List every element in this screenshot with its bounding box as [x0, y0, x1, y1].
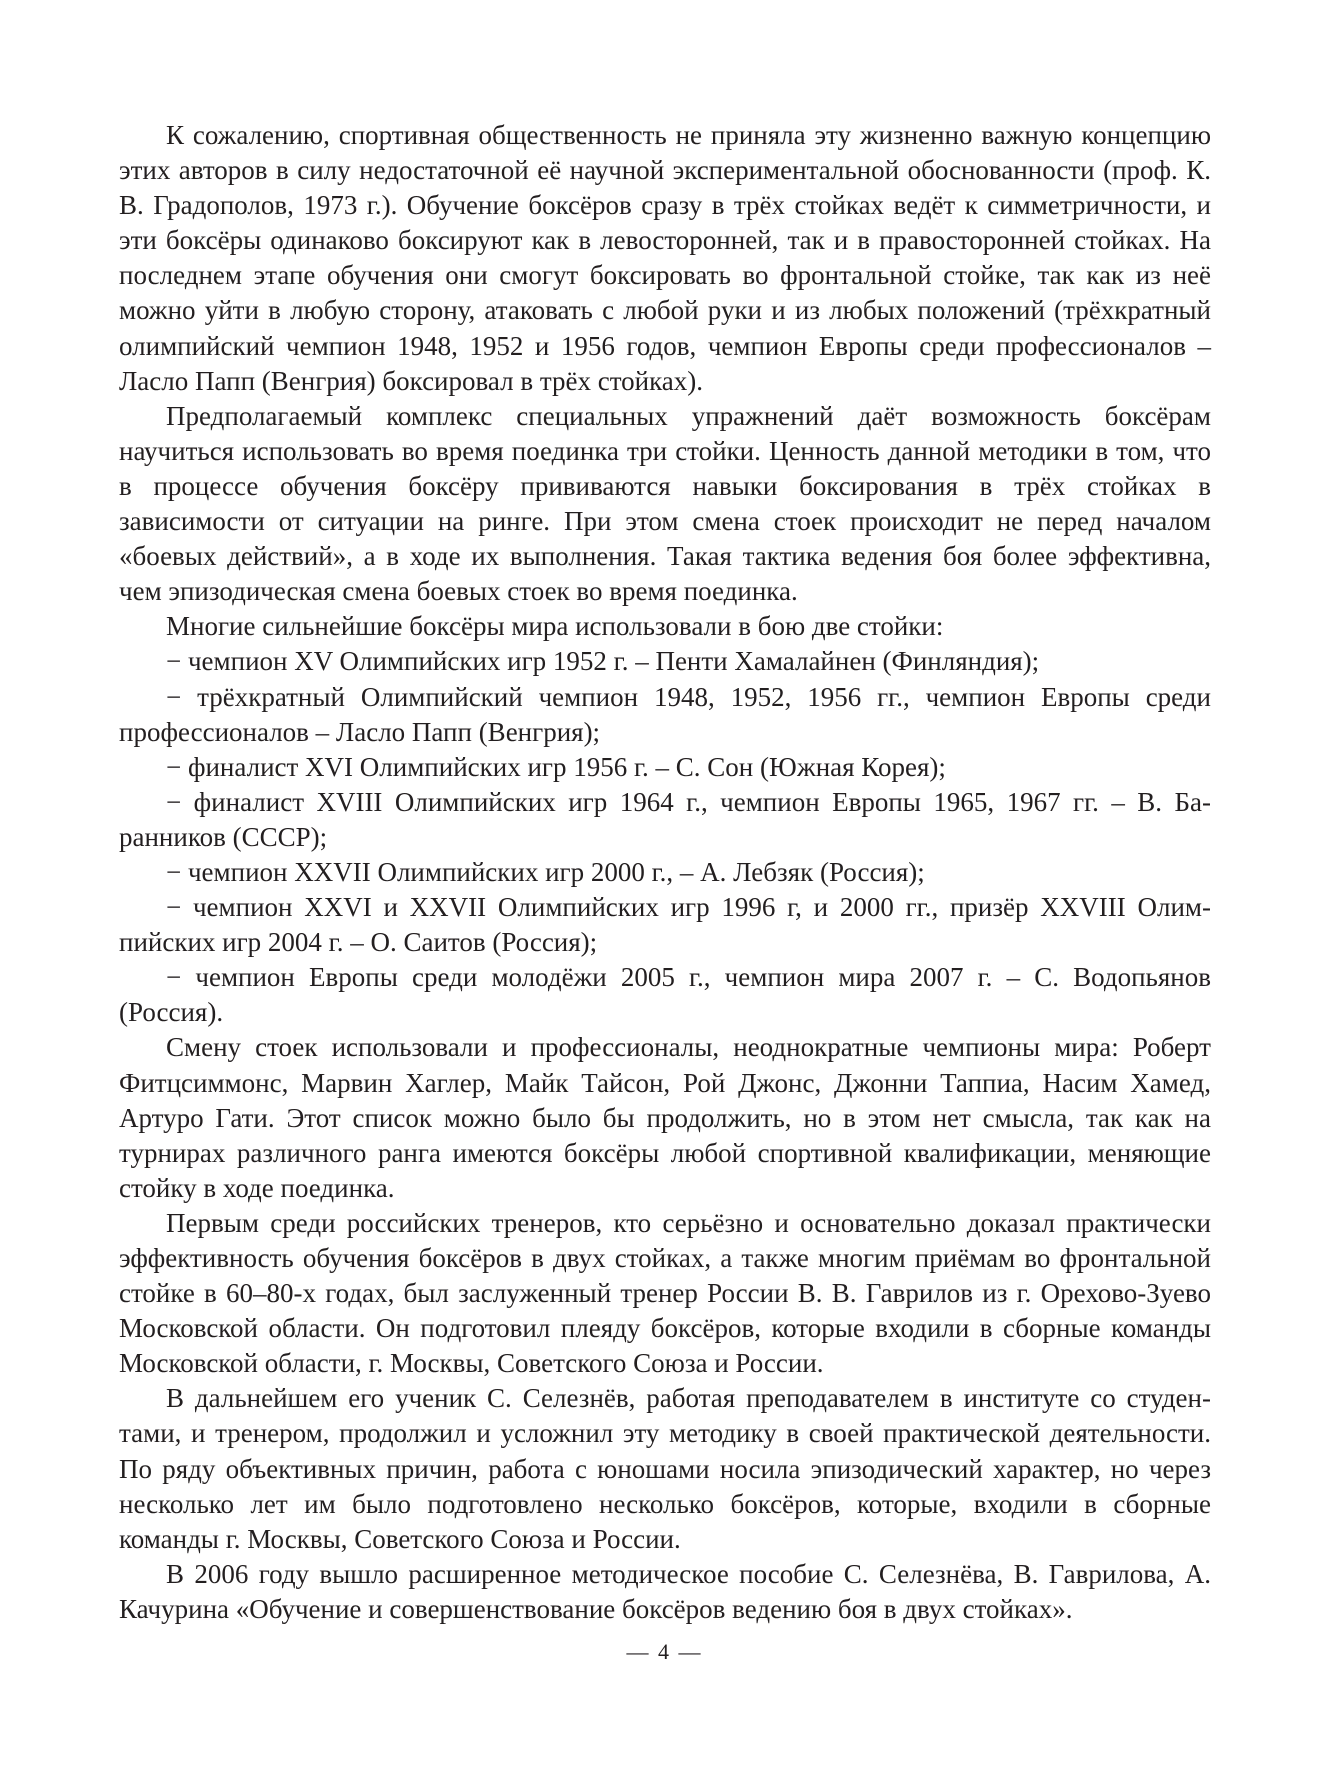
list-item-son: − финалист XVI Олимпийских игр 1956 г. – С. Сон (Южная Корея);	[166, 751, 946, 782]
paragraph-boxers-intro: Многие сильнейшие боксёры мира использовали в бою две стойки:	[166, 611, 944, 642]
paragraph-exercise-complex: Предполагаемый комплекс специальных упражнений даёт возможность боксёрам научиться использовать во время поединка три стойки. Ценность данной методики в том, что в процессе обучения боксёру прививаются навыки боксирования в трёх стойках в зависимости от ситуации на ринге. При этом смена стоек происходит не перед началом «боевых действий», а в ходе их выполнения. Такая тактика ведения боя более эффективна, чем эпизодическая смена боевых стоек во время поединка.	[119, 400, 1211, 607]
paragraph-seleznev: В дальнейшем его ученик С. Селезнёв, работая преподавателем в институте со студентами, и тренером, продолжил и усложнил эту методику в своей практической деятельности. По ряду объективных причин, работа с юношами носила эпизодический характер, но через несколько лет им было подготовлено несколько боксёров, которые, входили в сборные команды г. Москвы, Советского Союза и России.	[119, 1383, 1211, 1554]
paragraph-gavrilov: Первым среди российских тренеров, кто серьёзно и основательно доказал практически эффективность обучения боксёров в двух стойках, а также многим приёмам во фронтальной стойке в 60–80-х годах, был заслуженный тренер России В. В. Гаврилов из г. Орехово-Зуево Московской области. Он подготовил плеяду боксёров, которые входили в сборные команды Московской области, г. Москвы, Советского Союза и России.	[119, 1207, 1211, 1379]
list-item-lebzyak: − чемпион XXVII Олимпийских игр 2000 г., – А. Лебзяк (Россия);	[166, 856, 925, 887]
paragraph-concept-criticism: К сожалению, спортивная общественность не приняла эту жизненно важную концепцию этих авторов в силу недостаточной её научной экспериментальной обоснованности (проф. К. В. Градополов, 1973 г.). Обучение боксёров сразу в трёх стойках ведёт к симметричности, и эти боксёры одинаково боксируют как в левосторонней, так и в правосторонней стойках. На последнем этапе обучения они смогут боксировать во фронтальной стойке, так как из неё можно уйти в любую сторону, атаковать с любой руки и из любых положений (трёхкратный олимпийский чемпион 1948, 1952 и 1956 годов, чемпион Европы среди профессионалов – Ласло Папп (Венгрия) боксировал в трёх стойках).	[119, 120, 1211, 396]
list-item-saitov: − чемпион XXVI и XXVII Олимпийских игр 1996 г, и 2000 гг., призёр XXVIII Олимпийских игр 2004 г. – О. Саитов (Россия);	[119, 892, 1211, 958]
list-item-vodopyanov: − чемпион Европы среди молодёжи 2005 г., чемпион мира 2007 г. – С. Водопьянов (Россия).	[119, 962, 1211, 1028]
paragraph-professionals: Смену стоек использовали и профессионалы, неоднократные чемпионы мира: Роберт Фитцсиммонс, Марвин Хаглер, Майк Тайсон, Рой Джонс, Джонни Таппиа, Насим Хамед, Артуро Гати. Этот список можно было бы продолжить, но в этом нет смысла, так как на турнирах различного ранга имеются боксёры любой спортивной квалификации, меняющие стойку в ходе поединка.	[119, 1032, 1211, 1203]
page-number: — 4 —	[626, 1639, 703, 1664]
paragraph-2006-manual: В 2006 году вышло расширенное методическое пособие С. Селезнёва, В. Гаврилова, А. Качурина «Обучение и совершенствование боксёров ведению боя в двух стойках».	[119, 1558, 1211, 1624]
list-item-papp: − трёхкратный Олимпийский чемпион 1948, 1952, 1956 гг., чемпион Европы среди профессионалов – Ласло Папп (Венгрия);	[119, 681, 1211, 747]
list-item-hamalainen: − чемпион XV Олимпийских игр 1952 г. – Пенти Хамалайнен (Финляндия);	[166, 646, 1040, 677]
list-item-barannikov: − финалист XVIII Олимпийских игр 1964 г., чемпион Европы 1965, 1967 гг. – В. Баранников (СССР);	[119, 786, 1211, 852]
page-body-text	[119, 118, 1211, 1627]
